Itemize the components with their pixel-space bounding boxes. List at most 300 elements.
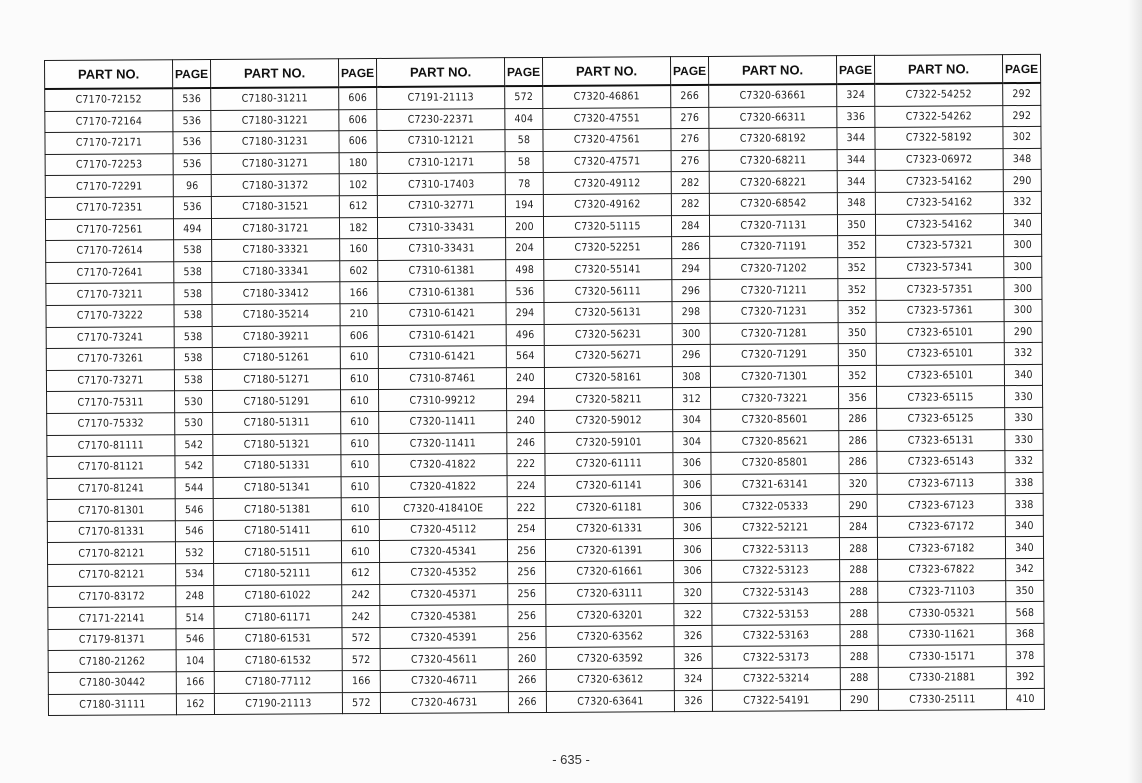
page-cell: 572: [342, 692, 380, 714]
page-cell: 320: [839, 473, 877, 495]
page-cell: 286: [839, 452, 877, 474]
page-cell: 610: [341, 433, 379, 455]
part-no-cell: C7180-39211: [212, 325, 340, 347]
page-cell: 340: [1005, 515, 1043, 537]
part-no-cell: C7320-56231: [544, 323, 672, 345]
page-cell: 288: [840, 667, 878, 689]
page-cell: 160: [340, 239, 378, 261]
page-cell: 246: [507, 432, 545, 454]
page-cell: 542: [175, 456, 213, 478]
page-cell: 606: [339, 87, 377, 109]
part-no-cell: C7322-54262: [875, 105, 1003, 127]
part-no-cell: C7170-72164: [45, 110, 173, 132]
part-no-cell: C7322-54191: [712, 689, 840, 711]
page-cell: 348: [1003, 148, 1041, 170]
part-no-cell: C7320-58211: [545, 388, 673, 410]
page-cell: 348: [837, 192, 875, 214]
parts-index-table: [44, 54, 1045, 716]
page-cell: 344: [837, 171, 875, 193]
part-no-cell: C7171-22141: [48, 607, 176, 629]
part-no-cell: C7320-71291: [710, 344, 838, 366]
page-cell: 294: [506, 302, 544, 324]
page-cell: 534: [176, 564, 214, 586]
page-cell: 538: [174, 261, 212, 283]
part-no-cell: C7180-31271: [211, 152, 339, 174]
page-cell: 294: [672, 258, 710, 280]
part-no-cell: C7180-77112: [214, 671, 342, 693]
part-no-cell: C7170-82121: [48, 564, 176, 586]
page-cell: 288: [839, 538, 877, 560]
page-cell: 352: [838, 257, 876, 279]
page-cell: 296: [672, 345, 710, 367]
part-no-cell: C7180-30442: [48, 672, 176, 694]
part-no-cell: C7310-61381: [378, 259, 506, 281]
page-cell: 350: [838, 344, 876, 366]
part-no-cell: C7320-61661: [546, 561, 674, 583]
part-no-cell: C7320-71131: [709, 214, 837, 236]
part-no-cell: C7320-47561: [543, 129, 671, 151]
page-cell: 536: [173, 110, 211, 132]
page-cell: 286: [839, 430, 877, 452]
page-cell: 248: [176, 585, 214, 607]
part-no-cell: C7180-31211: [211, 87, 339, 110]
page-cell: 298: [672, 301, 710, 323]
part-no-cell: C7320-58161: [544, 366, 672, 388]
page-cell: 338: [1005, 472, 1043, 494]
part-no-cell: C7320-46861: [543, 85, 671, 108]
part-no-cell: C7180-61171: [214, 606, 342, 628]
part-no-cell: C7320-66311: [709, 106, 837, 128]
part-no-cell: C7180-31372: [211, 174, 339, 196]
page-cell: 368: [1006, 623, 1044, 645]
page-cell: 610: [341, 411, 379, 433]
part-no-cell: C7180-51271: [212, 368, 340, 390]
page-cell: 240: [506, 367, 544, 389]
part-no-cell: C7320-45391: [380, 627, 508, 649]
part-no-cell: C7230-22371: [377, 108, 505, 130]
part-no-cell: C7180-51261: [212, 347, 340, 369]
part-no-cell: C7323-71103: [878, 580, 1006, 602]
page-cell: 292: [1003, 105, 1041, 127]
part-no-cell: C7170-81241: [47, 477, 175, 499]
part-no-cell: C7323-65101: [876, 343, 1004, 365]
part-no-cell: C7320-68211: [709, 149, 837, 171]
page-cell: 292: [1003, 83, 1041, 105]
page-cell: 256: [508, 583, 546, 605]
part-no-cell: C7323-65101: [876, 364, 1004, 386]
part-no-cell: C7310-61381: [378, 281, 506, 303]
part-no-cell: C7320-63111: [546, 582, 674, 604]
part-no-cell: C7330-11621: [878, 623, 1006, 645]
part-no-cell: C7320-85801: [711, 452, 839, 474]
page-cell: 242: [342, 584, 380, 606]
page-cell: 324: [674, 668, 712, 690]
part-no-cell: C7180-33341: [212, 260, 340, 282]
part-no-column-header: PART NO.: [376, 58, 504, 87]
page-cell: 286: [672, 237, 710, 259]
page-cell: 256: [508, 626, 546, 648]
page-cell: 610: [341, 390, 379, 412]
part-no-cell: C7320-73221: [711, 387, 839, 409]
part-no-cell: C7180-51291: [213, 390, 341, 412]
part-no-cell: C7320-11411: [379, 411, 507, 433]
part-no-cell: C7170-82121: [47, 542, 175, 564]
page-cell: 356: [839, 387, 877, 409]
part-no-cell: C7320-45371: [380, 583, 508, 605]
part-no-column-header: PART NO.: [874, 55, 1002, 84]
part-no-cell: C7180-33321: [212, 239, 340, 261]
part-no-cell: C7322-53163: [712, 624, 840, 646]
part-no-cell: C7310-17403: [377, 173, 505, 195]
page-cell: 498: [506, 259, 544, 281]
page-cell: 610: [340, 368, 378, 390]
part-no-cell: C7179-81371: [48, 629, 176, 651]
part-no-cell: C7170-75311: [47, 391, 175, 413]
scan-edge-shadow: [1128, 0, 1142, 783]
part-no-cell: C7323-57361: [876, 300, 1004, 322]
part-no-cell: C7320-47551: [543, 107, 671, 129]
part-no-cell: C7323-54162: [875, 170, 1003, 192]
page-cell: 536: [173, 196, 211, 218]
page-cell: 104: [176, 650, 214, 672]
page-cell: 306: [673, 496, 711, 518]
part-no-cell: C7310-33431: [378, 238, 506, 260]
part-no-cell: C7310-99212: [379, 389, 507, 411]
page-cell: 350: [838, 322, 876, 344]
part-no-cell: C7180-31231: [211, 131, 339, 153]
page-cell: 304: [673, 409, 711, 431]
part-no-cell: C7191-21113: [377, 86, 505, 109]
part-no-cell: C7320-45381: [380, 605, 508, 627]
part-no-cell: C7323-67123: [877, 494, 1005, 516]
page-cell: 180: [339, 152, 377, 174]
part-no-cell: C7323-67182: [877, 537, 1005, 559]
part-no-cell: C7320-47571: [543, 150, 671, 172]
page-cell: 266: [508, 669, 546, 691]
part-no-cell: C7170-73211: [46, 283, 174, 305]
page-cell: 336: [837, 106, 875, 128]
part-no-cell: C7180-31721: [211, 217, 339, 239]
page-cell: 536: [173, 132, 211, 154]
part-no-cell: C7320-52251: [544, 237, 672, 259]
page-cell: 288: [840, 559, 878, 581]
page-cell: 610: [341, 519, 379, 541]
part-no-cell: C7321-63141: [711, 473, 839, 495]
page-cell: 284: [839, 516, 877, 538]
part-no-cell: C7320-68192: [709, 128, 837, 150]
page-cell: 538: [174, 304, 212, 326]
part-no-cell: C7322-53123: [712, 560, 840, 582]
part-no-cell: C7310-61421: [378, 346, 506, 368]
page-column-header: PAGE: [836, 55, 874, 84]
part-no-cell: C7320-45112: [379, 519, 507, 541]
page-cell: 546: [175, 520, 213, 542]
page-cell: 254: [507, 518, 545, 540]
page-cell: 350: [1006, 580, 1044, 602]
page-cell: 224: [507, 475, 545, 497]
page-cell: 300: [672, 323, 710, 345]
page-cell: 610: [341, 541, 379, 563]
page-cell: 352: [838, 300, 876, 322]
part-no-cell: C7323-57351: [876, 278, 1004, 300]
page-cell: 606: [339, 131, 377, 153]
page-cell: 200: [505, 216, 543, 238]
part-no-cell: C7170-72291: [45, 175, 173, 197]
page-cell: 564: [506, 346, 544, 368]
page-cell: 330: [1005, 386, 1043, 408]
page-cell: 572: [342, 627, 380, 649]
page-cell: 542: [175, 434, 213, 456]
part-no-cell: C7320-63612: [546, 669, 674, 691]
page-cell: 294: [507, 389, 545, 411]
page-cell: 320: [674, 582, 712, 604]
part-no-cell: C7320-61181: [545, 496, 673, 518]
part-no-cell: C7180-51321: [213, 433, 341, 455]
part-no-cell: C7320-85621: [711, 430, 839, 452]
part-no-cell: C7310-61421: [378, 324, 506, 346]
part-no-cell: C7320-49162: [543, 194, 671, 216]
page-cell: 332: [1003, 191, 1041, 213]
page-cell: 282: [671, 193, 709, 215]
page-cell: 182: [339, 217, 377, 239]
page-cell: 260: [508, 648, 546, 670]
part-no-cell: C7320-46731: [380, 691, 508, 713]
page-cell: 256: [508, 605, 546, 627]
page-cell: 166: [340, 282, 378, 304]
page-cell: 302: [1003, 127, 1041, 149]
part-no-cell: C7320-11411: [379, 432, 507, 454]
page-cell: 300: [1004, 299, 1042, 321]
part-no-cell: C7310-12171: [377, 151, 505, 173]
page-cell: 612: [339, 195, 377, 217]
part-no-cell: C7170-72614: [46, 240, 174, 262]
page-cell: 210: [340, 303, 378, 325]
page-cell: 288: [840, 646, 878, 668]
part-no-cell: C7330-15171: [878, 645, 1006, 667]
page-cell: 344: [837, 149, 875, 171]
page-cell: 306: [673, 517, 711, 539]
part-no-cell: C7320-49112: [543, 172, 671, 194]
part-no-cell: C7320-45352: [380, 562, 508, 584]
part-no-cell: C7170-81301: [47, 499, 175, 521]
part-no-cell: C7170-72561: [45, 218, 173, 240]
page-cell: 530: [175, 391, 213, 413]
part-no-cell: C7310-32771: [377, 195, 505, 217]
part-no-cell: C7323-54162: [875, 192, 1003, 214]
parts-index-sheet: [44, 54, 1044, 716]
part-no-column-header: PART NO.: [210, 59, 338, 88]
page-cell: 322: [674, 604, 712, 626]
part-no-cell: C7180-35214: [212, 304, 340, 326]
page-cell: 344: [837, 128, 875, 150]
page-cell: 610: [341, 476, 379, 498]
part-no-cell: C7323-06972: [875, 148, 1003, 170]
part-no-cell: C7323-57321: [876, 235, 1004, 257]
page-cell: 350: [837, 214, 875, 236]
part-no-column-header: PART NO.: [45, 60, 173, 89]
page-cell: 572: [505, 86, 543, 108]
page-cell: 284: [671, 215, 709, 237]
page-cell: 536: [173, 88, 211, 110]
part-no-cell: C7322-53153: [712, 603, 840, 625]
page-cell: 352: [838, 365, 876, 387]
part-no-cell: C7323-65101: [876, 321, 1004, 343]
part-no-cell: C7323-65115: [877, 386, 1005, 408]
part-no-cell: C7323-67822: [878, 559, 1006, 581]
part-no-cell: C7320-71281: [710, 322, 838, 344]
part-no-cell: C7322-54252: [875, 83, 1003, 106]
part-no-cell: C7320-63201: [546, 604, 674, 626]
page-cell: 332: [1005, 450, 1043, 472]
page-cell: 324: [837, 84, 875, 106]
part-no-cell: C7320-59012: [545, 410, 673, 432]
page-cell: 326: [674, 690, 712, 712]
part-no-cell: C7180-51511: [213, 541, 341, 563]
part-no-cell: C7320-41841OE: [379, 497, 507, 519]
part-no-cell: C7320-71191: [710, 236, 838, 258]
part-no-cell: C7320-41822: [379, 475, 507, 497]
page-cell: 538: [174, 240, 212, 262]
page-cell: 392: [1006, 666, 1044, 688]
page-cell: 610: [341, 455, 379, 477]
part-no-column-header: PART NO.: [708, 56, 836, 85]
page-cell: 286: [839, 408, 877, 430]
page-cell: 378: [1006, 645, 1044, 667]
part-no-cell: C7180-33412: [212, 282, 340, 304]
page-cell: 326: [674, 647, 712, 669]
part-no-cell: C7320-61391: [545, 539, 673, 561]
page-cell: 300: [1004, 235, 1042, 257]
part-no-cell: C7180-51311: [213, 412, 341, 434]
part-no-cell: C7180-51331: [213, 455, 341, 477]
part-no-cell: C7323-65125: [877, 408, 1005, 430]
part-no-cell: C7310-12121: [377, 130, 505, 152]
part-no-cell: C7330-25111: [878, 688, 1006, 710]
part-no-cell: C7330-21881: [878, 667, 1006, 689]
part-no-cell: C7180-21262: [48, 650, 176, 672]
part-no-cell: C7323-65131: [877, 429, 1005, 451]
part-no-cell: C7320-46711: [380, 670, 508, 692]
page-cell: 242: [342, 606, 380, 628]
page-cell: 330: [1005, 429, 1043, 451]
part-no-cell: C7322-05333: [711, 495, 839, 517]
page-cell: 330: [1005, 407, 1043, 429]
part-no-cell: C7323-57341: [876, 256, 1004, 278]
part-no-cell: C7320-71202: [710, 257, 838, 279]
part-no-cell: C7170-73222: [46, 305, 174, 327]
page-cell: 338: [1005, 494, 1043, 516]
page-cell: 514: [176, 607, 214, 629]
page-cell: 304: [673, 431, 711, 453]
page-cell: 288: [840, 581, 878, 603]
page-cell: 266: [671, 85, 709, 107]
page-cell: 290: [839, 495, 877, 517]
page-cell: 538: [174, 283, 212, 305]
part-no-cell: C7320-63562: [546, 626, 674, 648]
page-cell: 282: [671, 172, 709, 194]
page-cell: 78: [505, 173, 543, 195]
part-no-cell: C7323-54162: [875, 213, 1003, 235]
page-cell: 300: [1004, 256, 1042, 278]
page-cell: 538: [174, 326, 212, 348]
part-no-cell: C7170-81111: [47, 434, 175, 456]
page-cell: 58: [505, 130, 543, 152]
part-no-cell: C7322-52121: [711, 517, 839, 539]
page-cell: 536: [173, 153, 211, 175]
page-cell: 410: [1006, 688, 1044, 710]
page-cell: 194: [505, 194, 543, 216]
page-cell: 610: [341, 498, 379, 520]
part-no-cell: C7180-51411: [213, 520, 341, 542]
page-cell: 166: [342, 670, 380, 692]
page-cell: 266: [508, 691, 546, 713]
page-cell: 222: [507, 497, 545, 519]
part-no-cell: C7320-59101: [545, 431, 673, 453]
part-no-cell: C7323-67172: [877, 516, 1005, 538]
part-no-cell: C7170-72253: [45, 153, 173, 175]
part-no-cell: C7180-61532: [214, 649, 342, 671]
page-column-header: PAGE: [670, 56, 708, 85]
part-no-cell: C7320-61141: [545, 474, 673, 496]
page-cell: 340: [1004, 364, 1042, 386]
part-no-cell: C7170-73271: [46, 369, 174, 391]
page-cell: 340: [1005, 537, 1043, 559]
part-no-cell: C7180-52111: [214, 563, 342, 585]
part-no-cell: C7322-58192: [875, 127, 1003, 149]
page-cell: 342: [1006, 558, 1044, 580]
part-no-cell: C7320-63661: [709, 84, 837, 107]
page-column-header: PAGE: [504, 57, 542, 86]
page-cell: 496: [506, 324, 544, 346]
page-column-header: PAGE: [338, 58, 376, 87]
part-no-cell: C7170-83172: [48, 585, 176, 607]
page-cell: 546: [175, 499, 213, 521]
part-no-cell: C7320-63641: [546, 690, 674, 712]
page-cell: 96: [173, 175, 211, 197]
part-no-cell: C7322-53214: [712, 668, 840, 690]
part-no-cell: C7180-61022: [214, 584, 342, 606]
part-no-cell: C7320-68221: [709, 171, 837, 193]
part-no-cell: C7170-72152: [45, 88, 173, 111]
page-cell: 546: [176, 628, 214, 650]
page-cell: 256: [508, 562, 546, 584]
part-no-cell: C7320-56271: [544, 345, 672, 367]
part-no-cell: C7310-87461: [378, 367, 506, 389]
part-no-cell: C7320-71211: [710, 279, 838, 301]
page-cell: 602: [340, 260, 378, 282]
page-cell: 276: [671, 129, 709, 151]
part-no-cell: C7320-71301: [710, 365, 838, 387]
page-cell: 606: [340, 325, 378, 347]
page-cell: 536: [506, 281, 544, 303]
part-no-cell: C7320-41822: [379, 454, 507, 476]
page-cell: 58: [505, 151, 543, 173]
page-cell: 306: [673, 539, 711, 561]
part-no-cell: C7320-56111: [544, 280, 672, 302]
page-cell: 240: [507, 410, 545, 432]
page-cell: 222: [507, 454, 545, 476]
part-no-cell: C7170-81331: [47, 521, 175, 543]
page-cell: 306: [673, 474, 711, 496]
part-no-cell: C7320-56131: [544, 302, 672, 324]
part-no-cell: C7320-68542: [709, 193, 837, 215]
part-no-cell: C7320-55141: [544, 258, 672, 280]
page-cell: 530: [175, 412, 213, 434]
page-cell: 538: [174, 348, 212, 370]
part-no-cell: C7310-61421: [378, 303, 506, 325]
page-column-header: PAGE: [173, 59, 211, 88]
page-cell: 606: [339, 109, 377, 131]
